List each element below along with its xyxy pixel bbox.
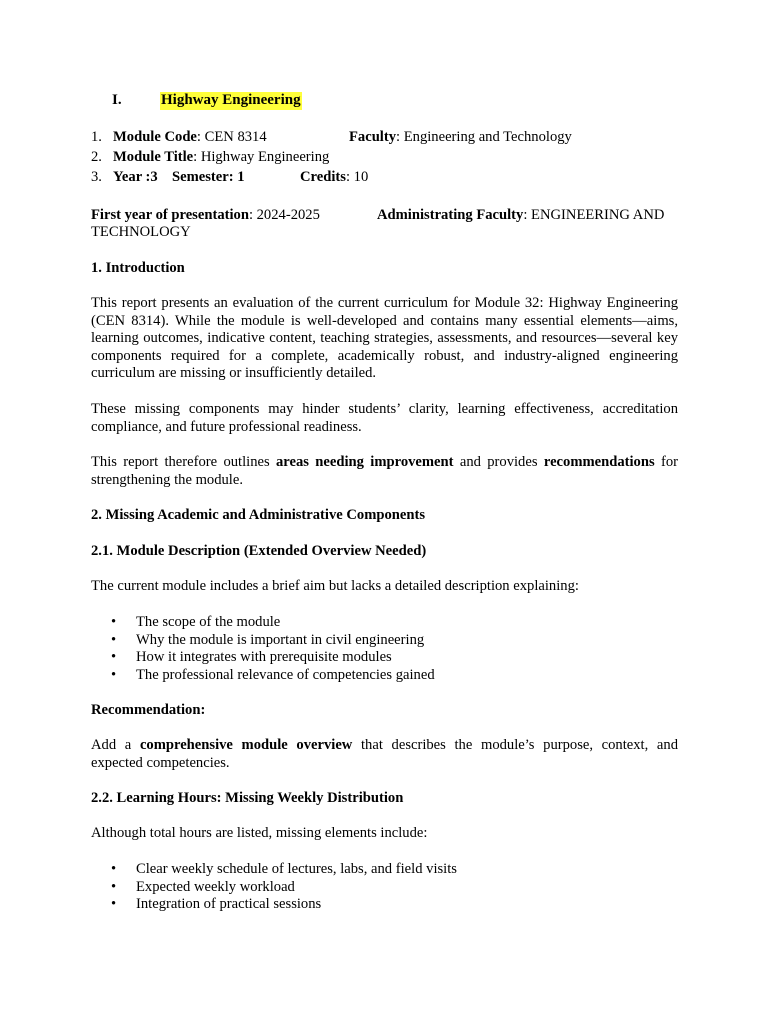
emphasis-areas-needing-improvement: areas needing improvement (276, 454, 454, 470)
credits-value: : 10 (345, 169, 369, 185)
list-item (91, 879, 457, 897)
admin-faculty-value-continued: TECHNOLOGY (91, 224, 191, 240)
module-code-label: Module Code (113, 129, 197, 145)
section-heading-introduction: 1. Introduction (91, 260, 185, 276)
module-description-bullet-list (91, 614, 435, 684)
text-run: Add a (91, 737, 140, 753)
intro-paragraph-3 (91, 454, 678, 489)
meta-faculty (349, 129, 572, 147)
meta-text (113, 129, 267, 147)
learning-hours-bullet-list (91, 861, 457, 914)
heading-title: Highway Engineering (161, 92, 301, 108)
admin-faculty-value: : ENGINEERING AND (523, 207, 665, 223)
administrating-faculty (377, 207, 664, 225)
recommendation-heading: Recommendation: (91, 702, 206, 718)
list-item (91, 632, 435, 650)
heading-numeral: I. (112, 92, 122, 108)
meta-item-year (91, 169, 245, 187)
faculty-value: : Engineering and Technology (396, 129, 572, 145)
admin-faculty-label: Administrating Faculty (377, 207, 524, 223)
module-title-label: Module Title (113, 149, 194, 165)
bullet-icon: • (111, 649, 117, 665)
list-item (91, 896, 457, 914)
first-year-label: First year of presentation (91, 207, 249, 223)
intro-paragraph-1: This report presents an evaluation of the current curriculum for Module 32: Highway Engineering (CEN 8314). While the module is well-developed and contains many essential elements—aims, learning outcomes, indicative content, teaching strategies, assessments, and resources—several key components required for a complete, academically robust, and industry-aligned engineering curriculum are missing or insufficiently detailed. (91, 295, 678, 381)
bullet-icon: • (111, 666, 117, 683)
text-run: This report therefore outlines (91, 454, 276, 470)
meta-text (113, 149, 329, 167)
meta-number: 3. (91, 169, 102, 185)
bullet-icon: • (111, 878, 117, 895)
list-item-text: The professional relevance of competencies gained (136, 666, 435, 683)
intro-paragraph-2: These missing components may hinder students’ clarity, learning effectiveness, accreditation compliance, and future professional readiness. (91, 401, 678, 435)
first-year-presentation (91, 207, 320, 225)
list-item-text: Why the module is important in civil engineering (136, 631, 425, 648)
meta-credits (300, 169, 368, 187)
list-item (91, 614, 435, 632)
bullet-icon: • (111, 896, 117, 912)
bullet-icon: • (111, 614, 117, 630)
list-item (91, 861, 457, 879)
meta-item-module-title (91, 149, 330, 167)
text-run: for strengthening the module. (91, 454, 679, 488)
list-item-text: The scope of the module (136, 614, 281, 630)
text-run: and provides (453, 454, 544, 470)
semester-label: Semester: 1 (172, 169, 245, 185)
learning-hours-lead: Although total hours are listed, missing elements include: (91, 825, 428, 841)
meta-item-module-code (91, 129, 267, 147)
subsection-heading-learning-hours: 2.2. Learning Hours: Missing Weekly Distribution (91, 790, 404, 806)
section-heading-missing-components: 2. Missing Academic and Administrative Components (91, 507, 426, 523)
module-description-lead: The current module includes a brief aim but lacks a detailed description explaining: (91, 578, 579, 594)
list-item-text: Clear weekly schedule of lectures, labs, and field visits (136, 861, 457, 877)
meta-number: 2. (91, 149, 102, 165)
year-label: Year :3 (113, 169, 158, 185)
bullet-icon: • (111, 861, 117, 877)
recommendation-paragraph (91, 737, 678, 772)
list-item (91, 667, 435, 685)
first-year-value: : 2024-2025 (248, 207, 320, 223)
list-item-text: How it integrates with prerequisite modules (136, 649, 392, 665)
text-run: that describes the module’s purpose, context, and expected competencies. (91, 737, 678, 771)
emphasis-recommendations: recommendations (543, 454, 655, 470)
emphasis-module-overview: comprehensive module overview (139, 737, 353, 753)
meta-number: 1. (91, 129, 102, 145)
module-code-value: : CEN 8314 (196, 129, 267, 145)
list-item-text: Integration of practical sessions (136, 896, 322, 912)
bullet-icon: • (111, 631, 117, 648)
list-item (91, 649, 435, 667)
module-title-value: : Highway Engineering (193, 149, 330, 165)
list-item-text: Expected weekly workload (136, 878, 295, 895)
subsection-heading-module-description: 2.1. Module Description (Extended Overview Needed) (91, 543, 427, 559)
faculty-label: Faculty (349, 129, 397, 145)
credits-label: Credits (300, 169, 346, 185)
